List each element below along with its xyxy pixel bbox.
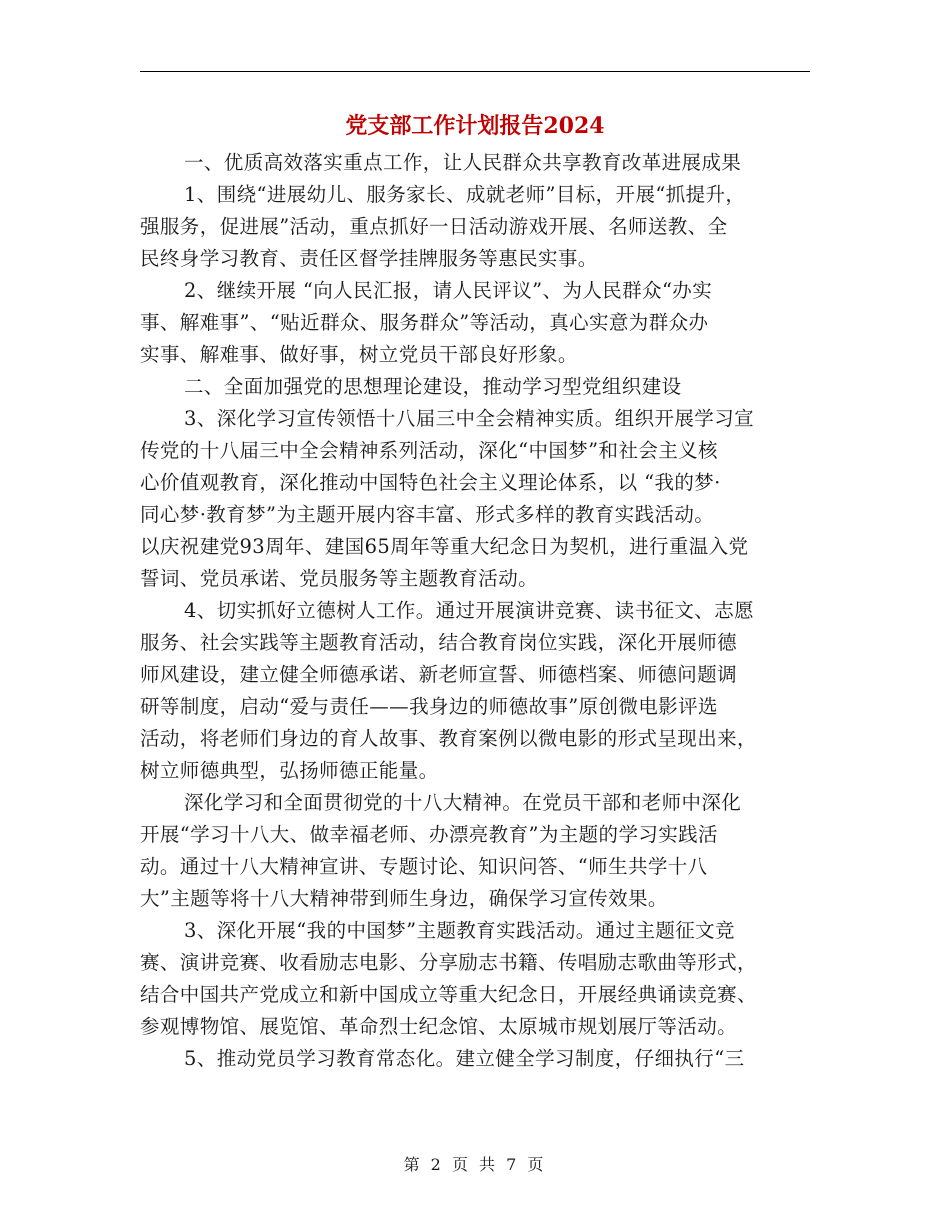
paragraph-line: 心价值观教育，深化推动中国特色社会主义理论体系，以 “我的梦·: [140, 471, 721, 494]
paragraph: [140, 1043, 810, 1075]
paragraph-line: 4、切实抓好立德树人工作。通过开展演讲竞赛、读书征文、志愿: [184, 599, 755, 622]
document-body: [140, 147, 810, 1075]
paragraph: [140, 179, 810, 275]
page-footer: 第 2 页 共 7 页: [403, 1155, 547, 1174]
paragraph-line: 结合中国共产党成立和新中国成立等重大纪念日，开展经典诵读竞赛、: [140, 983, 757, 1006]
paragraph-line: 同心梦·教育梦”为主题开展内容丰富、形式多样的教育实践活动。: [140, 503, 715, 526]
paragraph-line: 参观博物馆、展览馆、革命烈士纪念馆、太原城市规划展厅等活动。: [140, 1015, 738, 1038]
paragraph-line: 大”主题等将十八大精神带到师生身边，确保学习宣传效果。: [140, 887, 668, 910]
paragraph-line: 活动，将老师们身边的育人故事、教育案例以微电影的形式呈现出来，: [140, 727, 757, 750]
paragraph-line: 誓词、党员承诺、党员服务等主题教育活动。: [140, 567, 539, 590]
paragraph-line: 赛、演讲竞赛、收看励志电影、分享励志书籍、传唱励志歌曲等形式，: [140, 951, 757, 974]
paragraph: [140, 403, 810, 595]
paragraph: [140, 787, 810, 915]
paragraph-line: 3、深化开展“我的中国梦”主题教育实践活动。通过主题征文竞: [184, 919, 735, 942]
paragraph-line: 一、优质高效落实重点工作，让人民群众共享教育改革进展成果: [184, 151, 742, 174]
document-title: 党支部工作计划报告2024: [345, 113, 605, 139]
paragraph-line: 服务、社会实践等主题教育活动，结合教育岗位实践，深化开展师德: [140, 631, 738, 654]
paragraph: [140, 915, 810, 1043]
paragraph-line: 深化学习和全面贯彻党的十八大精神。在党员干部和老师中深化: [184, 791, 742, 814]
paragraph-line: 民终身学习教育、责任区督学挂牌服务等惠民实事。: [140, 247, 598, 270]
paragraph-line: 研等制度，启动“爱与责任——我身边的师德故事”原创微电影评选: [140, 695, 718, 718]
paragraph: [140, 147, 810, 179]
paragraph-line: 二、全面加强党的思想理论建设，推动学习型党组织建设: [184, 375, 682, 398]
paragraph-line: 事、解难事”、“贴近群众、服务群众”等活动，真心实意为群众办: [140, 311, 709, 334]
paragraph-line: 动。通过十八大精神宣讲、专题讨论、知识问答、“师生共学十八: [140, 855, 708, 878]
paragraph-line: 树立师德典型，弘扬师德正能量。: [140, 759, 439, 782]
paragraph: [140, 275, 810, 371]
paragraph-line: 2、继续开展 “向人民汇报，请人民评议”、为人民群众“办实: [184, 279, 713, 302]
header-rule: [140, 71, 810, 72]
paragraph-line: 5、推动党员学习教育常态化。建立健全学习制度，仔细执行“三: [184, 1047, 745, 1070]
paragraph-line: 传党的十八届三中全会精神系列活动，深化“中国梦”和社会主义核: [140, 439, 718, 462]
paragraph-line: 师风建设，建立健全师德承诺、新老师宣誓、师德档案、师德问题调: [140, 663, 738, 686]
paragraph-line: 3、深化学习宣传领悟十八届三中全会精神实质。组织开展学习宣: [184, 407, 755, 430]
paragraph-line: 开展“学习十八大、做幸福老师、办漂亮教育”为主题的学习实践活: [140, 823, 718, 846]
paragraph-line: 实事、解难事、做好事，树立党员干部良好形象。: [140, 343, 578, 366]
paragraph-line: 强服务，促进展”活动，重点抓好一日活动游戏开展、名师送教、全: [140, 215, 728, 238]
paragraph: [140, 371, 810, 403]
paragraph-line: 以庆祝建党93周年、建国65周年等重大纪念日为契机，进行重温入党: [140, 535, 749, 558]
paragraph: [140, 595, 810, 787]
paragraph-line: 1、围绕“进展幼儿、服务家长、成就老师”目标，开展“抓提升，: [184, 183, 746, 206]
